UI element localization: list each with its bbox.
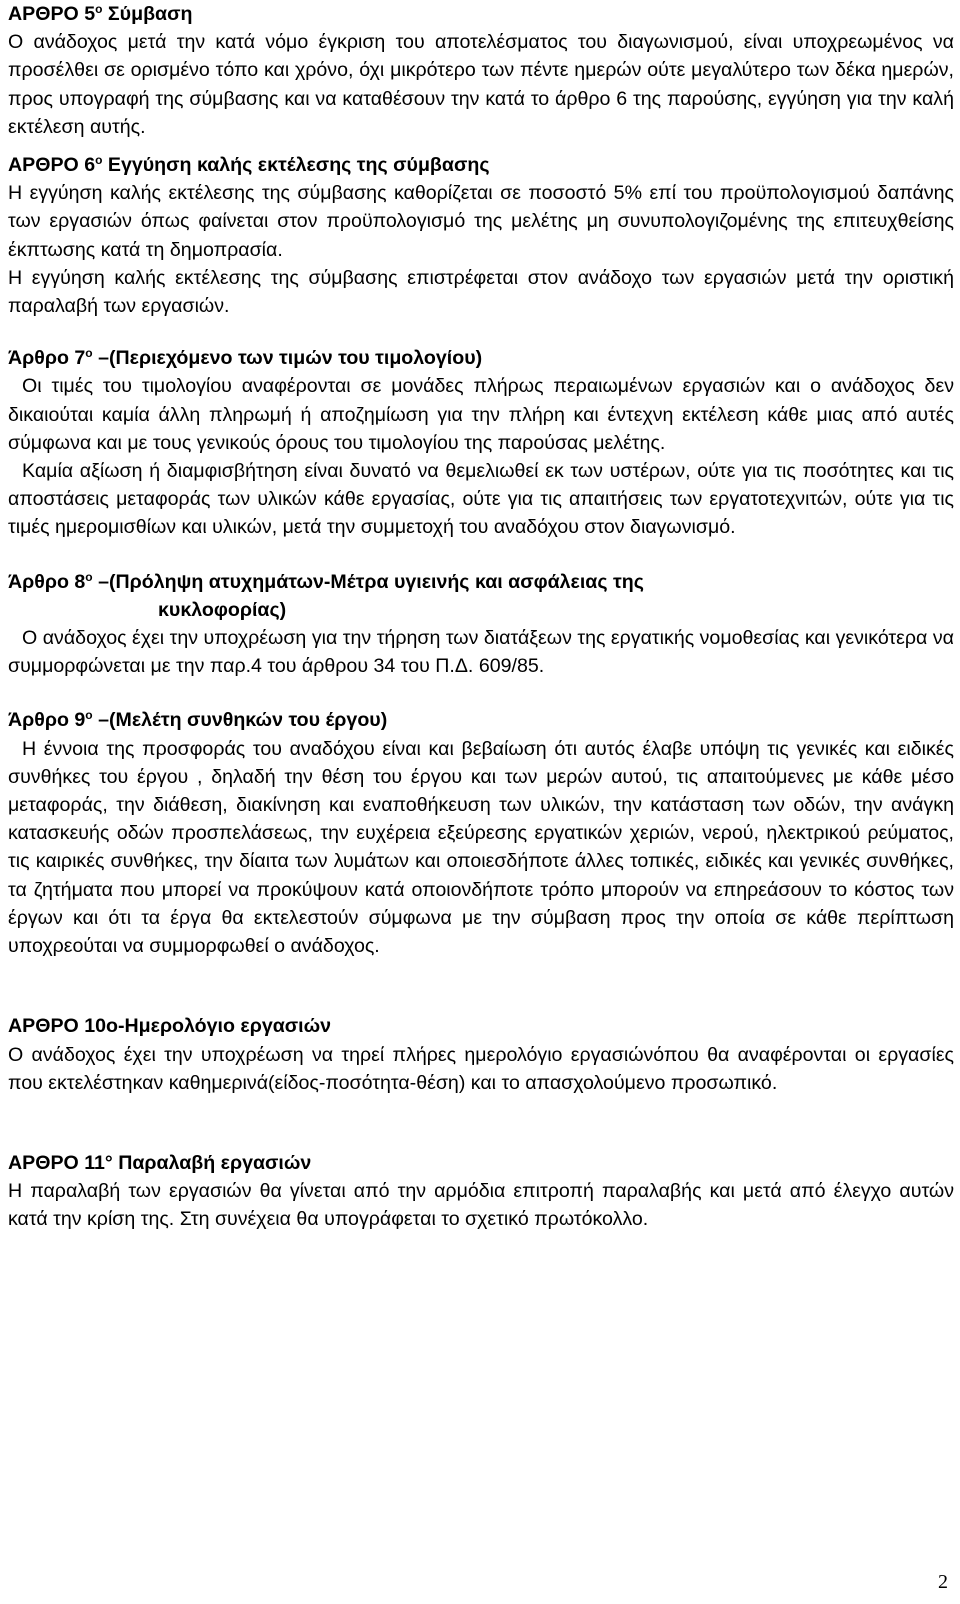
article-8-ordinal: ο xyxy=(85,569,93,584)
article-10-heading: ΑΡΘΡΟ 10ο-Ημερολόγιο εργασιών xyxy=(8,1015,332,1038)
article-9-ordinal: ο xyxy=(85,708,93,723)
article-7 xyxy=(8,344,954,541)
article-7-title: Άρθρο 7 xyxy=(8,347,86,370)
article-10 xyxy=(8,1012,954,1097)
article-6-heading xyxy=(8,151,954,179)
article-6-paragraph-1: Η εγγύηση καλής εκτέλεσης της σύμβασης καθορίζεται σε ποσοστό 5% επί του προϋπολογισμού δαπάνης των εργασιών όπως φαίνεται στον προϋπολογισμό της μελέτης μη συνυπολογιζομένης της επιτευχθείσης έκπτωσης κατά τη δημοπρασία. xyxy=(8,182,954,261)
article-6 xyxy=(8,151,954,320)
article-7-ordinal: ο xyxy=(85,346,93,361)
article-8 xyxy=(8,568,954,681)
article-11-paragraph-1: Η παραλαβή των εργασιών θα γίνεται από την αρμόδια επιτροπή παραλαβής και μετά από έλεγχο αυτών κατά την κρίση της. Στη συνέχεια θα υπογράφεται το σχετικό πρωτόκολλο. xyxy=(8,1180,954,1231)
article-8-title-continuation: κυκλοφορίας) xyxy=(158,598,287,621)
article-5-ordinal: ο xyxy=(95,2,103,16)
article-8-title-rest: –(Πρόληψη ατυχημάτων-Μέτρα υγιεινής και ασφάλειας της xyxy=(92,570,644,593)
article-9-title: Άρθρο 9 xyxy=(8,709,86,732)
article-5-title: ΑΡΘΡΟ 5 xyxy=(8,3,96,25)
document-page xyxy=(8,0,954,1234)
article-6-paragraph-2: Η εγγύηση καλής εκτέλεσης της σύμβασης επιστρέφεται στον ανάδοχο των εργασιών μετά την οριστική παραλαβή των εργασιών. xyxy=(8,266,954,318)
article-5 xyxy=(8,0,954,141)
article-5-paragraph-1: Ο ανάδοχος μετά την κατά νόμο έγκριση του αποτελέσματος του διαγωνισμού, είναι υποχρεωμένος να προσέλθει σε ορισμένο τόπο και χρόνο, όχι μικρότερο των πέντε ημερών ούτε μεγαλύτερο των δέκα ημερών, προς υπογραφή της σύμβασης και να καταθέσουν την κατά το άρθρο 6 της παρούσης, εγγύηση για την καλή εκτέλεση αυτής. xyxy=(8,31,954,138)
article-9 xyxy=(8,706,954,960)
article-7-title-rest: –(Περιεχόμενο των τιμών του τιμολογίου) xyxy=(92,347,483,370)
article-11 xyxy=(8,1149,954,1234)
article-5-heading xyxy=(8,0,954,28)
article-6-ordinal: ο xyxy=(95,153,103,168)
article-6-title: ΑΡΘΡΟ 6 xyxy=(8,154,96,177)
page-number: 2 xyxy=(938,1571,948,1593)
article-7-paragraph-1: Οι τιμές του τιμολογίου αναφέρονται σε μονάδες πλήρως περαιωμένων εργασιών και ο ανάδοχος δεν δικαιούται καμία άλλη πληρωμή ή αποζημίωση για την πλήρη και έντεχνη εκτέλεση κάθε μιας από αυτές σύμφωνα και με τους γενικούς όρους του τιμολογίου της παρούσας μελέτης. xyxy=(8,375,954,454)
article-9-paragraph-1: Η έννοια της προσφοράς του αναδόχου είναι και βεβαίωση ότι αυτός έλαβε υπόψη τις γενικές και ειδικές συνθήκες του έργου , δηλαδή την θέση του έργου και των μερών αυτού, τις απαιτούμενες με κάθε μέσο μεταφοράς, την διάθεση, διακίνηση και εναποθήκευση των υλικών, την κατάσταση των οδών, την ανάγκη κατασκευής οδών προσπελάσεως, την ευχέρεια εξεύρεσης εργατικών χεριών, νερού, ηλεκτρικού ρεύματος, τις καιρικές συνθήκες, την δίαιτα των λυμάτων και οποιεσδήποτε άλλες τοπικές, ειδικές και γενικές συνθήκες, τα ζητήματα που μπορεί να προκύψουν κατά οποιονδήποτε τρόπο μπορούν να επηρεάσουν το κόστος των έργων και ότι τα έργα θα εκτελεστούν σύμφωνα με την σύμβαση προς την οποία σε κάθε περίπτωση υποχρεούται να συμμορφωθεί ο ανάδοχος. xyxy=(8,737,954,958)
article-10-paragraph-1: Ο ανάδοχος έχει την υποχρέωση να τηρεί πλήρες ημερολόγιο εργασιώνόπου θα αναφέρονται οι εργασίες που εκτελέστηκαν καθημερινά(είδος-ποσότητα-θέση) και το απασχολούμενο προσωπικό. xyxy=(8,1043,954,1094)
article-8-paragraph-1: Ο ανάδοχος έχει την υποχρέωση για την τήρηση των διατάξεων της εργατικής νομοθεσίας και γενικότερα να συμμορφώνεται με την παρ.4 του άρθρου 34 του Π.Δ. 609/85. xyxy=(8,627,954,678)
article-9-title-rest: –(Μελέτη συνθηκών του έργου) xyxy=(92,709,388,732)
article-6-title-rest: Εγγύηση καλής εκτέλεσης της σύμβασης xyxy=(102,154,490,177)
article-5-title-rest: Σύμβαση xyxy=(102,3,193,25)
article-8-title: Άρθρο 8 xyxy=(8,570,86,593)
article-7-heading xyxy=(8,344,954,372)
article-11-heading: ΑΡΘΡΟ 11° Παραλαβή εργασιών xyxy=(8,1151,312,1174)
article-8-heading xyxy=(8,568,954,624)
article-7-paragraph-2: Καμία αξίωση ή διαμφισβήτηση είναι δυνατό να θεμελιωθεί εκ των υστέρων, ούτε για τις ποσότητες και τις αποστάσεις μεταφοράς των υλικών κάθε εργασίας, ούτε για τις απαιτήσεις των εργατοτεχνιτών, ούτε για τις τιμές ημερομισθίων και υλικών, μετά την συμμετοχή του αναδόχου στον διαγωνισμό. xyxy=(8,460,954,539)
article-9-heading xyxy=(8,706,954,734)
